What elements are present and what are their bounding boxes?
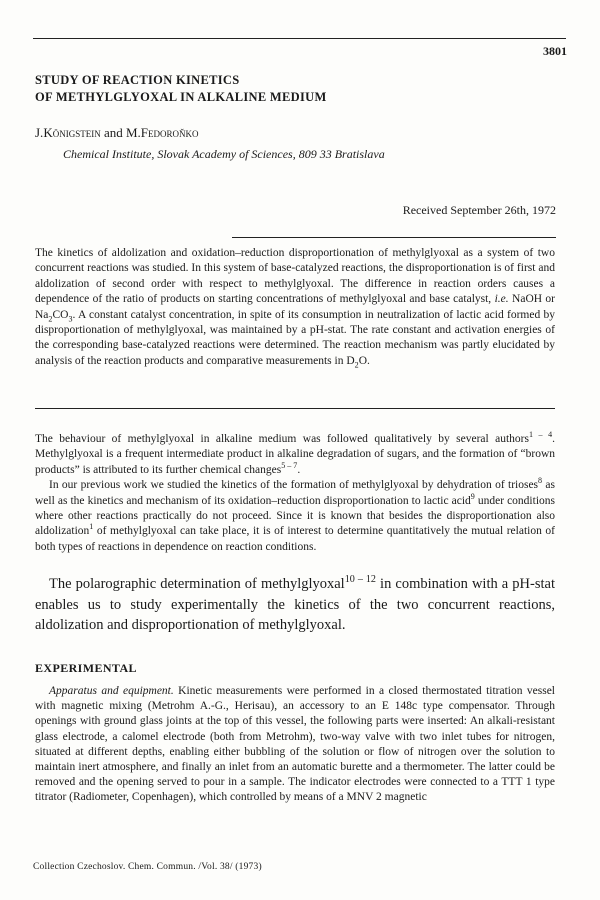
experimental-text: Kinetic measurements were performed in a closed thermostated titration vessel with magnetic mixing (Metrohm A.-G., Herisau), an accessory to an E 148c type compensator. Through openings with ground glass joints at the top of this vessel, the following parts were inserted: An alkali-resistant glass electrode, a calomel electrode (both from Metrohm), two-way valve with two inlet tubes for nitrogen, situated at different depths, enabling either bubbling of the solution or flow of nitrogen over the solution to maintain inert atmosphere, and finally an inlet from an automatic burette and a thermometer. The latter could be removed and the opening served to pour in a sample. The indicator electrodes were connected to a TTT 1 type titrator (Radiometer, Copenhagen), which controlled by means of a MNV 2 magnetic xyxy=(35,685,555,804)
introduction xyxy=(35,432,555,555)
abstract-text: NaOH or Na xyxy=(35,293,556,321)
section-heading-text: EXPERIMENTAL xyxy=(35,661,137,675)
intro-text: The polarographic determination of methylglyoxal xyxy=(49,576,345,592)
citation: 10 – 12 xyxy=(344,574,376,586)
abstract-text: O. xyxy=(358,354,370,367)
journal-footer: Collection Czechoslov. Chem. Commun. /Vol. 38/ (1973) xyxy=(33,862,262,872)
intro-text: of methylglyoxal can take place, it is of interest to determine quantitatively the mutual relation of both types of reactions in dependence on reaction conditions. xyxy=(35,525,555,553)
intro-text: The behaviour of methylglyoxal in alkaline medium was followed qualitatively by several authors xyxy=(35,433,529,445)
author-1-initial: J. xyxy=(35,125,44,140)
subsection-lead: Apparatus and equipment. xyxy=(49,685,174,697)
intro-text: as well as the kinetics and mechanism of its oxidation–reduction disproportionation to lactic acid xyxy=(35,479,555,507)
intro-paragraph-3 xyxy=(35,574,555,636)
paper-title xyxy=(35,72,327,106)
intro-text: under conditions where other reactions practically do not proceed. Since it is known that besides the disproportionation also aldolization xyxy=(35,494,555,538)
authors xyxy=(35,125,199,141)
intro-text: In our previous work we studied the kinetics of the formation of methylglyoxal by dehydration of trioses xyxy=(49,479,539,492)
citation: 1 – 4 xyxy=(528,430,553,440)
received-date: Received September 26th, 1972 xyxy=(402,203,556,217)
intro-text: . xyxy=(297,463,301,476)
subscript: 2 xyxy=(48,313,53,323)
affiliation: Chemical Institute, Slovak Academy of Sciences, 809 33 Bratislava xyxy=(63,147,385,161)
abstract-bottom-rule xyxy=(35,408,555,409)
abstract-text: . A constant catalyst concentration, in spite of its consumption in neutralization of lactic acid formed by disproportionation of methylglyoxal, was maintained by a pH-stat. The rate constant and activation energies of the corresponding base-catalyzed reactions were determined. The reaction mechanism was partly elucidated by analysis of the reaction products and comparative measurements in D xyxy=(35,308,555,367)
title-line-1: STUDY OF REACTION KINETICS xyxy=(35,73,240,87)
title-line-2: OF METHYLGLYOXAL IN ALKALINE MEDIUM xyxy=(35,90,327,104)
experimental-paragraph xyxy=(35,684,555,806)
citation: 1 xyxy=(89,522,94,532)
intro-text: . Methylglyoxal is a frequent intermediate product in alkaline degradation of sugars, and the formation of “brown products” is attributed to its further chemical changes xyxy=(35,433,556,476)
citation: 8 xyxy=(538,476,543,486)
intro-paragraph-2 xyxy=(35,478,555,555)
intro-text: in combination with a pH-stat enables us to study experimentally the kinetics of the two concurrent reactions, aldolization and disproportionation of methylglyoxal. xyxy=(35,576,555,633)
citation: 5 – 7 xyxy=(281,460,298,470)
page-number: 3801 xyxy=(543,44,567,58)
intro-paragraph-1 xyxy=(35,432,555,478)
abstract-top-rule xyxy=(232,237,556,238)
abstract-text: The kinetics of aldolization and oxidation–reduction disproportionation of methylglyoxal as a system of two concurrent reactions was studied. In this system of base-catalyzed reactions, the disproportionation is of first and aldolization of second order with respect to methylglyoxal. The difference in reaction orders causes a dependence of the ratio of products on starting concentrations of methylglyoxal and base catalyst, xyxy=(35,247,555,306)
author-2-name: Fedoroňko xyxy=(140,125,199,140)
author-1-name: Königstein xyxy=(43,125,101,140)
abstract xyxy=(35,246,555,369)
subscript: 2 xyxy=(354,360,359,370)
citation: 9 xyxy=(470,491,475,501)
header-rule xyxy=(33,38,566,39)
subscript: 3 xyxy=(68,313,73,323)
abstract-text: CO xyxy=(52,308,69,321)
author-2-initial: and M. xyxy=(103,125,141,140)
abstract-ie: i.e. xyxy=(494,293,509,306)
section-heading-experimental xyxy=(35,661,137,676)
